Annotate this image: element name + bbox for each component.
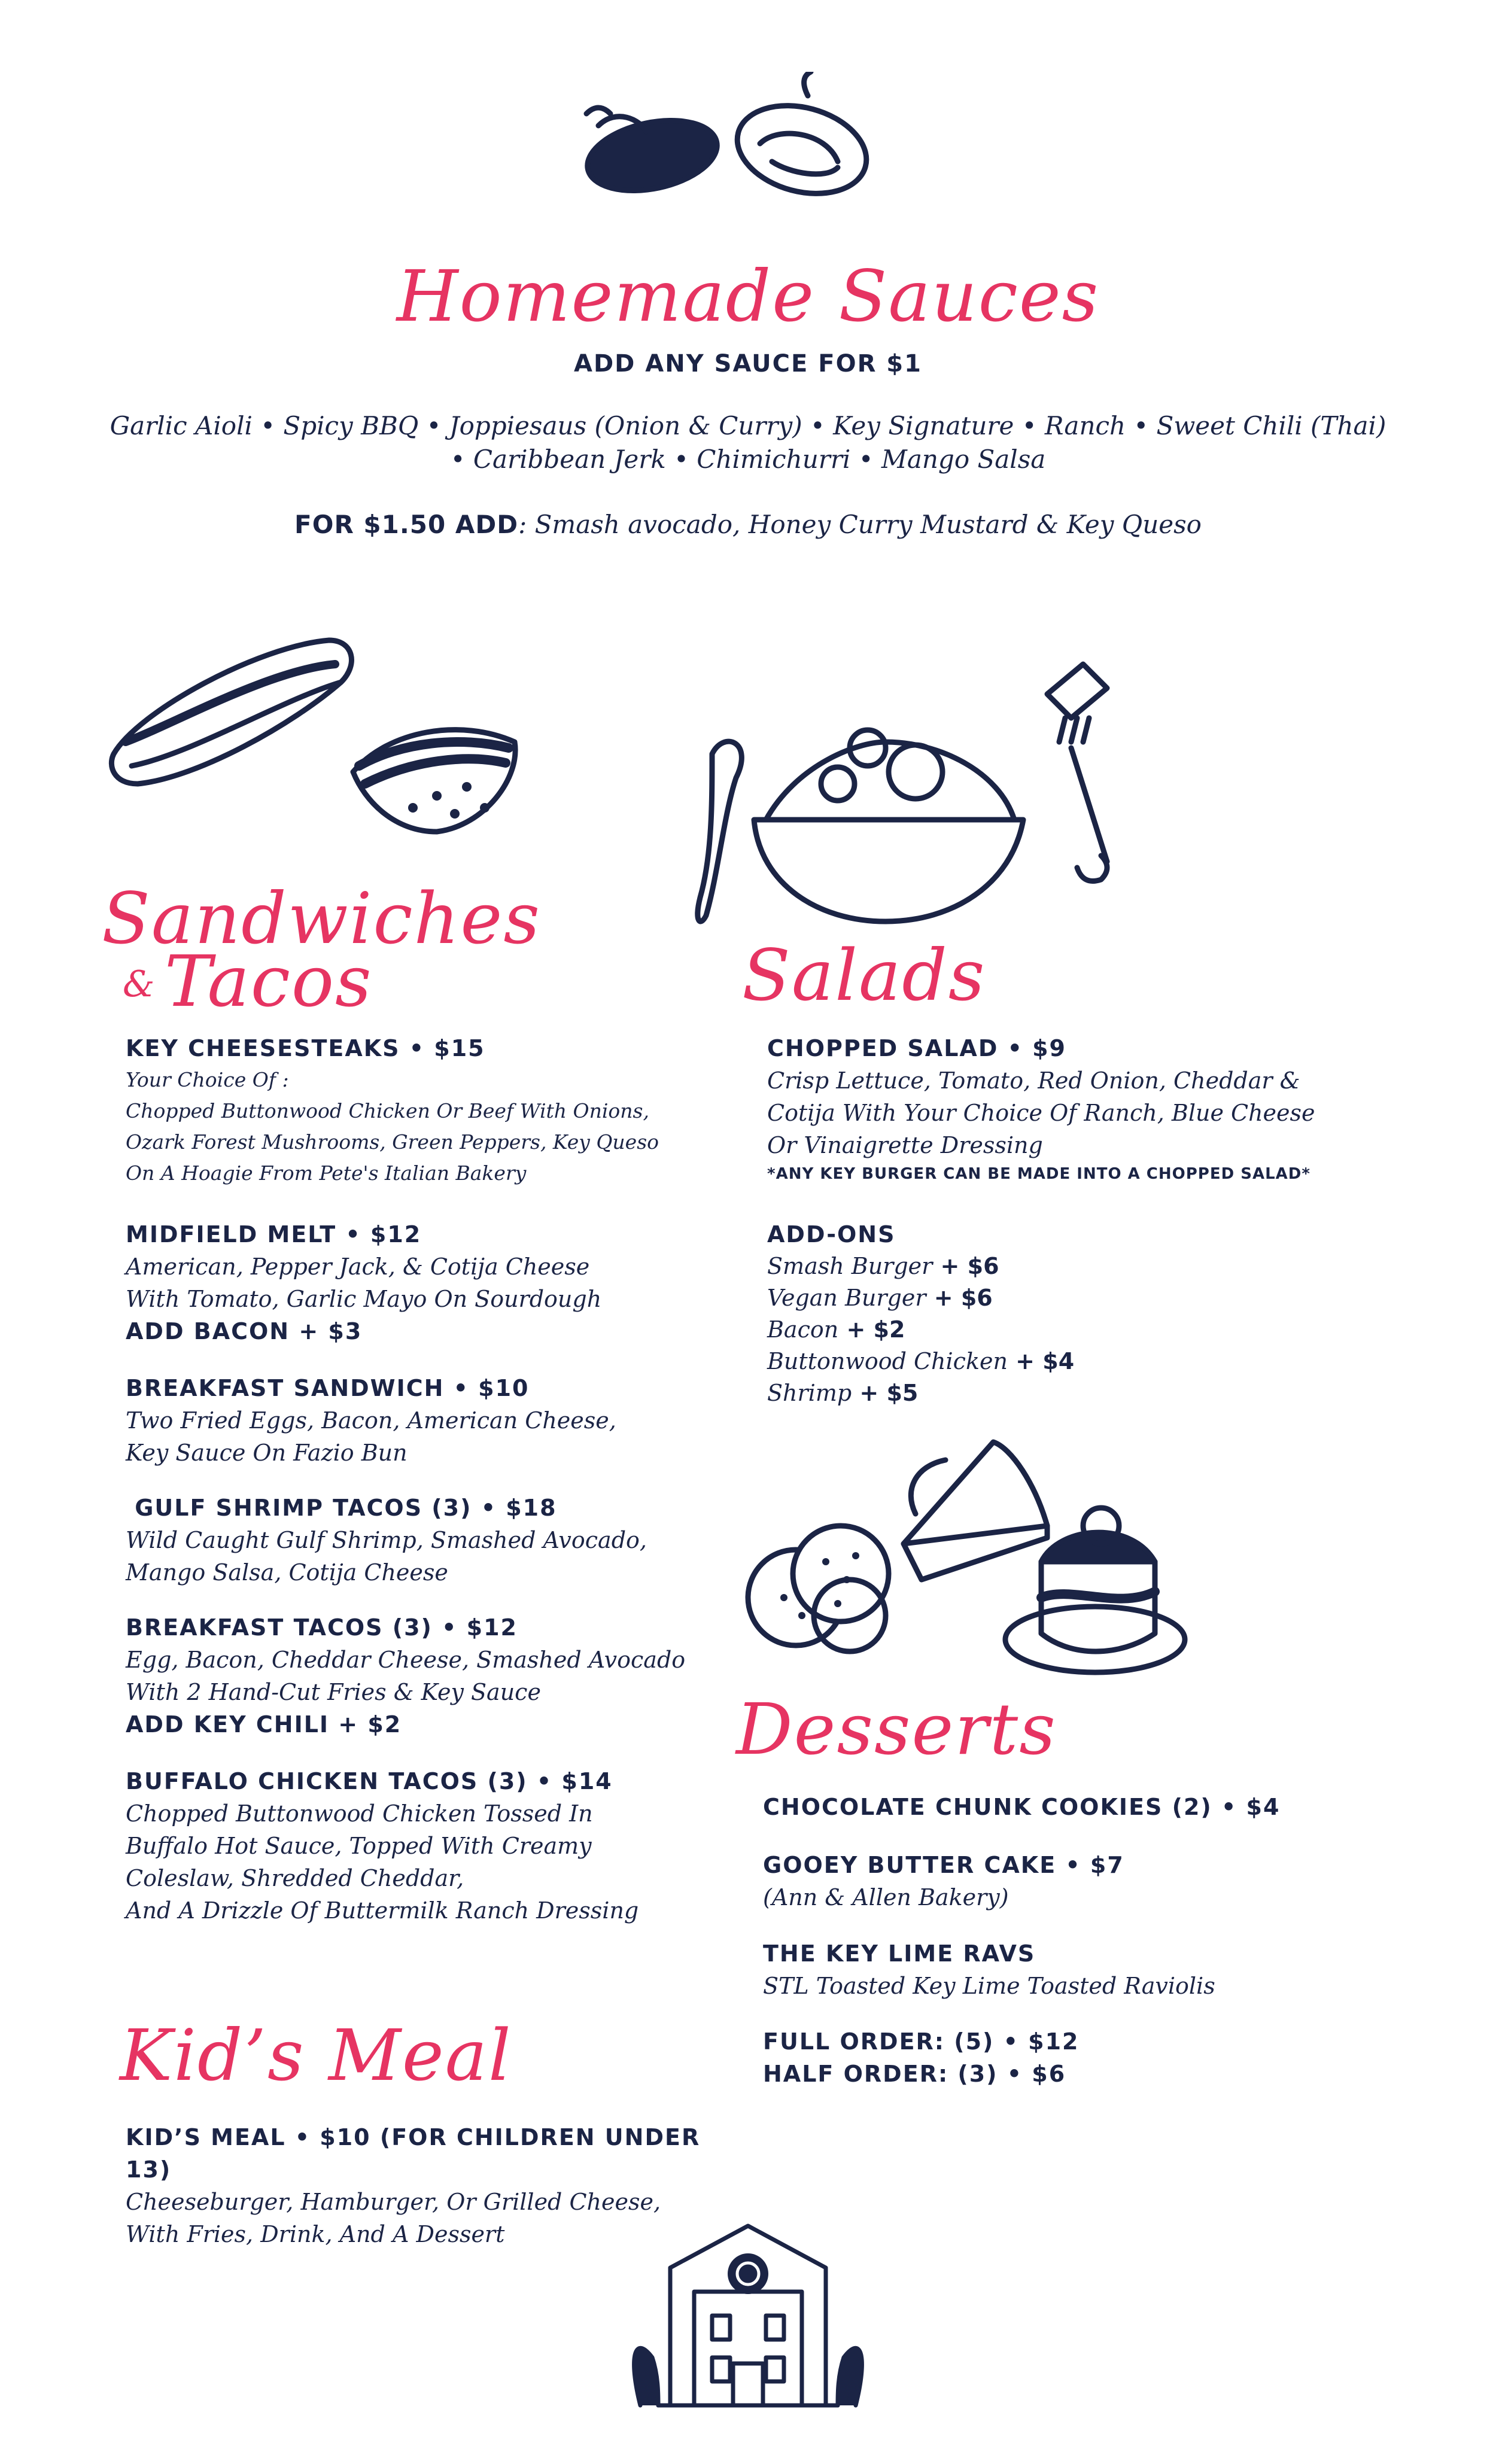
addon-price: + $5 bbox=[852, 1380, 919, 1406]
item-desc-line: With Tomato, Garlic Mayo On Sourdough bbox=[126, 1286, 602, 1312]
salad-note: *ANY KEY BURGER CAN BE MADE INTO A CHOPPED SALAD* bbox=[767, 1165, 1310, 1183]
item-desc-line: Ozark Forest Mushrooms, Green Peppers, Key Queso bbox=[126, 1130, 659, 1154]
addon-item: Smash Burger bbox=[767, 1253, 933, 1279]
item-desc-line: Or Vinaigrette Dressing bbox=[767, 1132, 1043, 1158]
sauces-premium-list: : Smash avocado, Honey Curry Mustard & Key Queso bbox=[518, 510, 1202, 539]
addon-row bbox=[767, 1377, 1378, 1409]
item-desc-line: Chopped Buttonwood Chicken Or Beef With Onions, bbox=[126, 1099, 649, 1123]
item-desc-line: Two Fried Eggs, Bacon, American Cheese, bbox=[126, 1407, 616, 1434]
sauces-title: Homemade Sauces bbox=[396, 255, 1100, 337]
menu-item-gulf-shrimp-tacos bbox=[126, 1492, 736, 1589]
desserts-icon bbox=[736, 1424, 1191, 1687]
dessert-order-sizes bbox=[763, 2025, 1373, 2090]
item-desc-line: On A Hoagie From Pete's Italian Bakery bbox=[126, 1161, 527, 1185]
item-desc-line: American, Pepper Jack, & Cotija Cheese bbox=[126, 1254, 590, 1280]
menu-item-breakfast-tacos bbox=[126, 1611, 736, 1741]
item-desc-line: Cheeseburger, Hamburger, Or Grilled Cheese, bbox=[126, 2189, 661, 2215]
addon-price: + $4 bbox=[1007, 1348, 1075, 1374]
menu-item-chopped-salad bbox=[767, 1032, 1425, 1187]
menu-item-key-lime-ravs bbox=[763, 1937, 1373, 2002]
sandwiches-title-line2: Tacos bbox=[165, 940, 373, 1023]
item-name: BREAKFAST TACOS (3) • $12 bbox=[126, 1614, 518, 1641]
sandwiches-title-amp: & bbox=[123, 963, 156, 1005]
salads-title: Salads bbox=[742, 934, 986, 1017]
salad-bowl-icon bbox=[688, 658, 1143, 933]
item-desc-line: Coleslaw, Shredded Cheddar, bbox=[126, 1865, 464, 1891]
addon-item: Vegan Burger bbox=[767, 1285, 926, 1311]
addon-price: + $6 bbox=[926, 1285, 993, 1311]
addon-row bbox=[767, 1346, 1378, 1377]
item-intro: Your Choice Of : bbox=[126, 1068, 289, 1091]
item-desc-line: Wild Caught Gulf Shrimp, Smashed Avocado, bbox=[126, 1527, 647, 1553]
addon-item: Bacon bbox=[767, 1316, 839, 1343]
kids-title: Kid’s Meal bbox=[120, 2014, 512, 2097]
sandwich-taco-icon bbox=[102, 622, 545, 850]
item-desc-line: Mango Salsa, Cotija Cheese bbox=[126, 1559, 448, 1586]
item-desc-line: (Ann & Allen Bakery) bbox=[763, 1884, 1009, 1911]
item-name: BREAKFAST SANDWICH • $10 bbox=[126, 1375, 530, 1401]
addon-item: Buttonwood Chicken bbox=[767, 1348, 1008, 1374]
full-order: FULL ORDER: (5) • $12 bbox=[763, 2028, 1080, 2055]
menu-item-midfield-melt bbox=[126, 1218, 736, 1347]
sauces-list-line1: Garlic Aioli • Spicy BBQ • Joppiesaus (Onion & Curry) • Key Signature • Ranch • Sweet Chili (Thai) bbox=[110, 411, 1386, 440]
item-desc-line: Crisp Lettuce, Tomato, Red Onion, Cheddar & bbox=[767, 1067, 1300, 1094]
item-name: THE KEY LIME RAVS bbox=[763, 1940, 1036, 1967]
item-desc-line: Egg, Bacon, Cheddar Cheese, Smashed Avocado bbox=[126, 1647, 686, 1673]
addon-price: + $6 bbox=[932, 1253, 999, 1279]
item-name: GULF SHRIMP TACOS (3) • $18 bbox=[126, 1495, 557, 1521]
item-desc-line: With 2 Hand-Cut Fries & Key Sauce bbox=[126, 1679, 541, 1705]
item-desc-line: And A Drizzle Of Buttermilk Ranch Dressing bbox=[126, 1897, 639, 1924]
sauce-bowls-icon bbox=[574, 72, 886, 215]
item-name: CHOPPED SALAD • $9 bbox=[767, 1035, 1066, 1061]
sauces-premium bbox=[0, 507, 1496, 542]
sauces-subtitle: ADD ANY SAUCE FOR $1 bbox=[574, 350, 922, 378]
sauces-list-line2: • Caribbean Jerk • Chimichurri • Mango Salsa bbox=[450, 445, 1046, 474]
item-desc-line: Buffalo Hot Sauce, Topped With Creamy bbox=[126, 1833, 592, 1859]
desserts-title: Desserts bbox=[736, 1688, 1057, 1771]
sandwiches-title-line1: Sandwiches bbox=[102, 877, 541, 960]
item-name: GOOEY BUTTER CAKE • $7 bbox=[763, 1852, 1124, 1878]
menu-item-gooey-butter-cake bbox=[763, 1849, 1373, 1914]
salad-addons bbox=[767, 1218, 1378, 1409]
addons-title: ADD-ONS bbox=[767, 1221, 896, 1248]
item-name: KEY CHEESESTEAKS • $15 bbox=[126, 1035, 485, 1061]
addon-row bbox=[767, 1251, 1378, 1282]
item-name: KID’S MEAL • $10 (FOR CHILDREN UNDER 13) bbox=[126, 2124, 701, 2183]
building-logo-icon bbox=[622, 2214, 874, 2411]
menu-item-key-cheesesteaks bbox=[126, 1032, 736, 1189]
item-extra: ADD KEY CHILI + $2 bbox=[126, 1711, 402, 1738]
item-desc-line: Cotija With Your Choice Of Ranch, Blue Cheese bbox=[767, 1100, 1315, 1126]
addon-price: + $2 bbox=[838, 1316, 905, 1343]
addon-row bbox=[767, 1282, 1378, 1314]
half-order: HALF ORDER: (3) • $6 bbox=[763, 2061, 1066, 2087]
item-desc-line: Key Sauce On Fazio Bun bbox=[126, 1440, 408, 1466]
item-name: CHOCOLATE CHUNK COOKIES (2) • $4 bbox=[763, 1794, 1281, 1820]
addon-row bbox=[767, 1314, 1378, 1346]
addon-item: Shrimp bbox=[767, 1380, 852, 1406]
sauces-premium-label: FOR $1.50 ADD bbox=[294, 510, 519, 539]
menu-item-buffalo-chicken-tacos bbox=[126, 1765, 736, 1927]
item-desc-line: STL Toasted Key Lime Toasted Raviolis bbox=[763, 1973, 1215, 1999]
item-name: MIDFIELD MELT • $12 bbox=[126, 1221, 422, 1248]
item-desc-line: Chopped Buttonwood Chicken Tossed In bbox=[126, 1800, 593, 1827]
item-extra: ADD BACON + $3 bbox=[126, 1318, 363, 1344]
item-name: BUFFALO CHICKEN TACOS (3) • $14 bbox=[126, 1768, 613, 1794]
item-desc-line: With Fries, Drink, And A Dessert bbox=[126, 2221, 505, 2247]
menu-item-chocolate-chunk-cookies bbox=[763, 1791, 1421, 1823]
menu-item-breakfast-sandwich bbox=[126, 1372, 736, 1469]
